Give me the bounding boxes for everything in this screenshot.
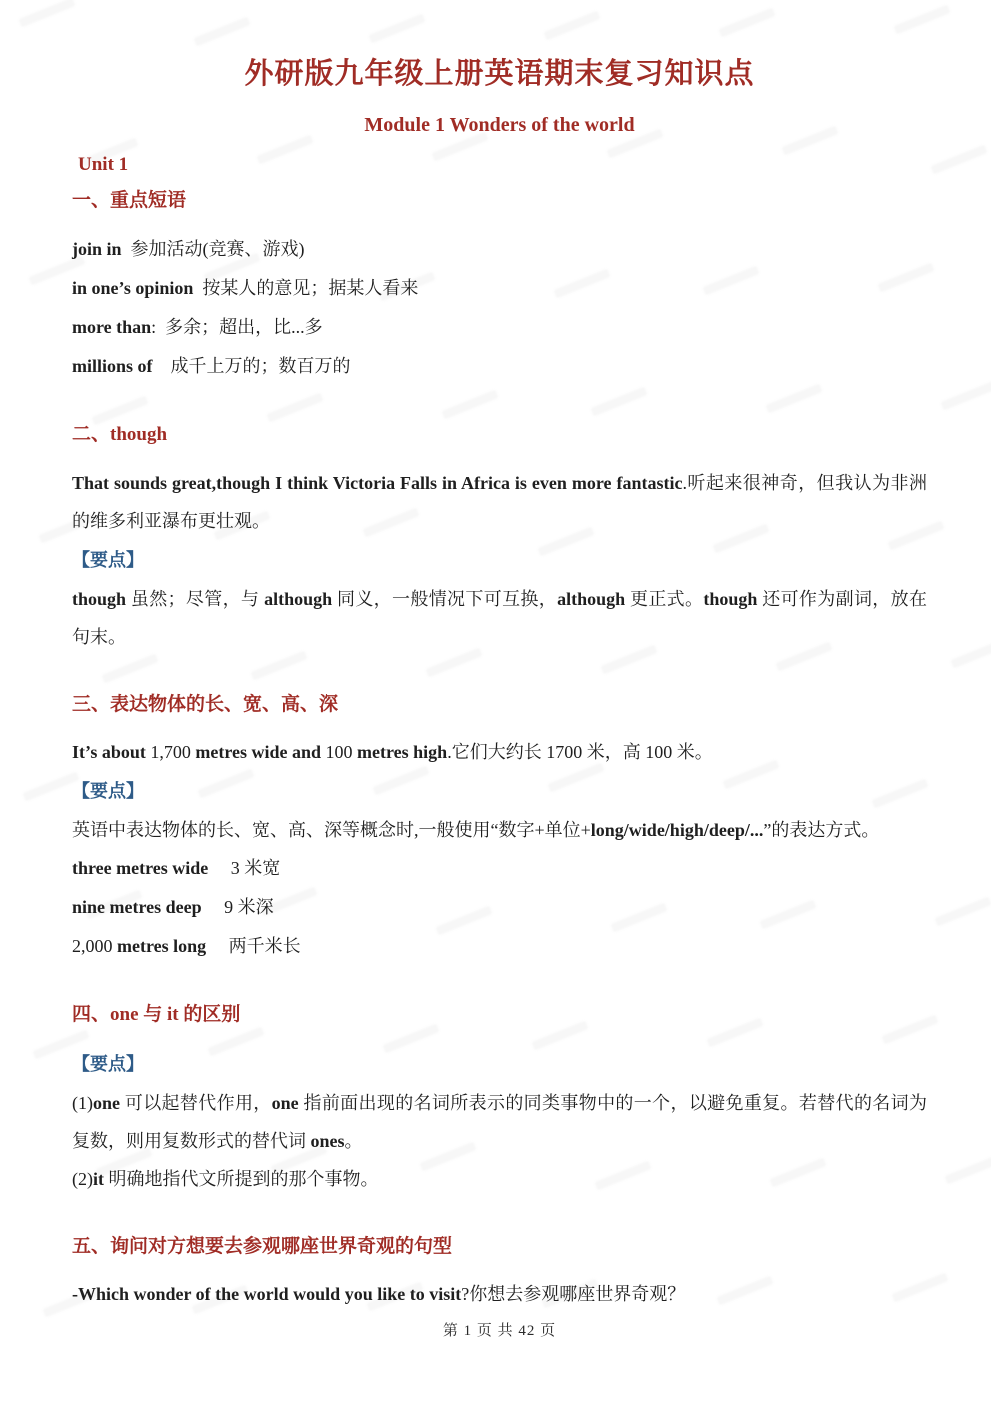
text-segment: .它们大约长 1700 米，高 100 米。 bbox=[447, 742, 713, 763]
text-segment: 成千上万的；数百万的 bbox=[152, 355, 351, 376]
example-sentence bbox=[72, 733, 927, 771]
bold-text-segment: metres long bbox=[117, 936, 207, 957]
section-key-phrases bbox=[72, 188, 927, 386]
grammar-note bbox=[72, 811, 927, 849]
bold-text-segment: metres high bbox=[357, 742, 448, 763]
example-line-wide bbox=[72, 849, 927, 888]
keypoint-label: 【要点】 bbox=[72, 549, 144, 570]
bold-text-segment: ones bbox=[310, 1130, 345, 1151]
example-line-deep bbox=[72, 888, 927, 927]
text-segment: (1) bbox=[72, 1092, 93, 1113]
text-segment: ”的表达方式。 bbox=[763, 820, 880, 841]
text-segment: 9 米深 bbox=[201, 897, 274, 918]
phrase-line-in-ones-opinion bbox=[72, 269, 927, 308]
bold-text-segment: nine metres deep bbox=[72, 897, 202, 918]
rule-paragraph-it bbox=[72, 1160, 927, 1198]
text-segment: ?你想去参观哪座世界奇观？ bbox=[461, 1284, 686, 1305]
text-segment: .听起来很神奇，但我认为非洲的维多利亚瀑布更壮观。 bbox=[72, 472, 927, 531]
section3-heading: 三、表达物体的长、宽、高、深 bbox=[72, 693, 339, 715]
phrase-line-join-in bbox=[72, 230, 927, 269]
keypoint-label: 【要点】 bbox=[72, 1053, 144, 1074]
section-though bbox=[72, 422, 927, 656]
example-line-long bbox=[72, 927, 927, 966]
section2-heading: 二、though bbox=[72, 423, 168, 445]
text-segment: 。 bbox=[344, 1130, 363, 1151]
bold-text-segment: although bbox=[557, 588, 626, 609]
keypoint-label: 【要点】 bbox=[72, 781, 144, 802]
bold-text-segment: one bbox=[93, 1092, 120, 1113]
grammar-note bbox=[72, 580, 927, 656]
phrase-line-millions-of bbox=[72, 347, 927, 386]
text-segment: 指前面出现的名词所表示的同类事物中的一个，以避免重复。若替代的名词为复数，则用复数形式的替代词 bbox=[72, 1092, 927, 1151]
bold-text-segment: in one’s opinion bbox=[72, 277, 194, 298]
phrase-line-more-than bbox=[72, 308, 927, 347]
example-sentence bbox=[72, 464, 927, 540]
bold-text-segment: -Which wonder of the world would you like to visit bbox=[72, 1284, 462, 1305]
bold-text-segment: That sounds great,though I think Victoria Falls in Africa is even more fantastic bbox=[72, 472, 683, 493]
section-wonder-question bbox=[72, 1234, 927, 1314]
module-subtitle: Module 1 Wonders of the world bbox=[364, 114, 635, 137]
bold-text-segment: more than bbox=[72, 316, 152, 337]
text-segment: 虽然；尽管，与 bbox=[126, 588, 265, 609]
bold-text-segment: metres wide and bbox=[195, 742, 322, 763]
bold-text-segment: although bbox=[264, 588, 333, 609]
text-segment: 1,700 bbox=[145, 742, 196, 763]
text-segment: 两千米长 bbox=[206, 936, 301, 957]
text-segment: (2) bbox=[72, 1168, 93, 1189]
section5-heading: 五、询问对方想要去参观哪座世界奇观的句型 bbox=[72, 1235, 453, 1257]
text-segment: 更正式。 bbox=[625, 588, 704, 609]
text-segment: 明确地指代文所提到的那个事物。 bbox=[104, 1168, 379, 1189]
rule-paragraph-one bbox=[72, 1084, 927, 1160]
section-one-vs-it bbox=[72, 1002, 927, 1198]
text-segment: 2,000 bbox=[72, 936, 117, 957]
text-segment: 还可作为副词，放在句末。 bbox=[72, 588, 927, 647]
bold-text-segment: though bbox=[703, 588, 758, 609]
bold-text-segment: it bbox=[93, 1168, 104, 1189]
text-segment: 参加活动(竞赛、游戏) bbox=[121, 238, 305, 259]
text-segment: 英语中表达物体的长、宽、高、深等概念时,一般使用“数字+单位+ bbox=[72, 820, 591, 841]
page-number-footer: 第 1 页 共 42 页 bbox=[442, 1323, 557, 1340]
text-segment: 3 米宽 bbox=[208, 858, 281, 879]
page-title: 外研版九年级上册英语期末复习知识点 bbox=[244, 58, 755, 90]
bold-text-segment: join in bbox=[72, 238, 122, 259]
bold-text-segment: one bbox=[271, 1092, 299, 1113]
text-segment: 按某人的意见；据某人看来 bbox=[193, 277, 419, 298]
section4-heading: 四、one 与 it 的区别 bbox=[72, 1004, 241, 1026]
section1-heading: 一、重点短语 bbox=[72, 190, 187, 212]
text-segment: 可以起替代作用， bbox=[120, 1092, 272, 1113]
section-dimensions bbox=[72, 692, 927, 967]
text-segment: 同义，一般情况下可互换， bbox=[332, 588, 558, 609]
text-segment: : 多余；超出，比...多 bbox=[151, 316, 323, 337]
bold-text-segment: It’s about bbox=[72, 742, 146, 763]
bold-text-segment: millions of bbox=[72, 355, 153, 376]
unit-label: Unit 1 bbox=[78, 154, 129, 176]
text-segment: 100 bbox=[321, 742, 358, 763]
question-sentence bbox=[72, 1275, 927, 1313]
bold-text-segment: three metres wide bbox=[72, 858, 209, 879]
bold-text-segment: though bbox=[72, 588, 127, 609]
bold-text-segment: long/wide/high/deep/... bbox=[590, 820, 764, 841]
